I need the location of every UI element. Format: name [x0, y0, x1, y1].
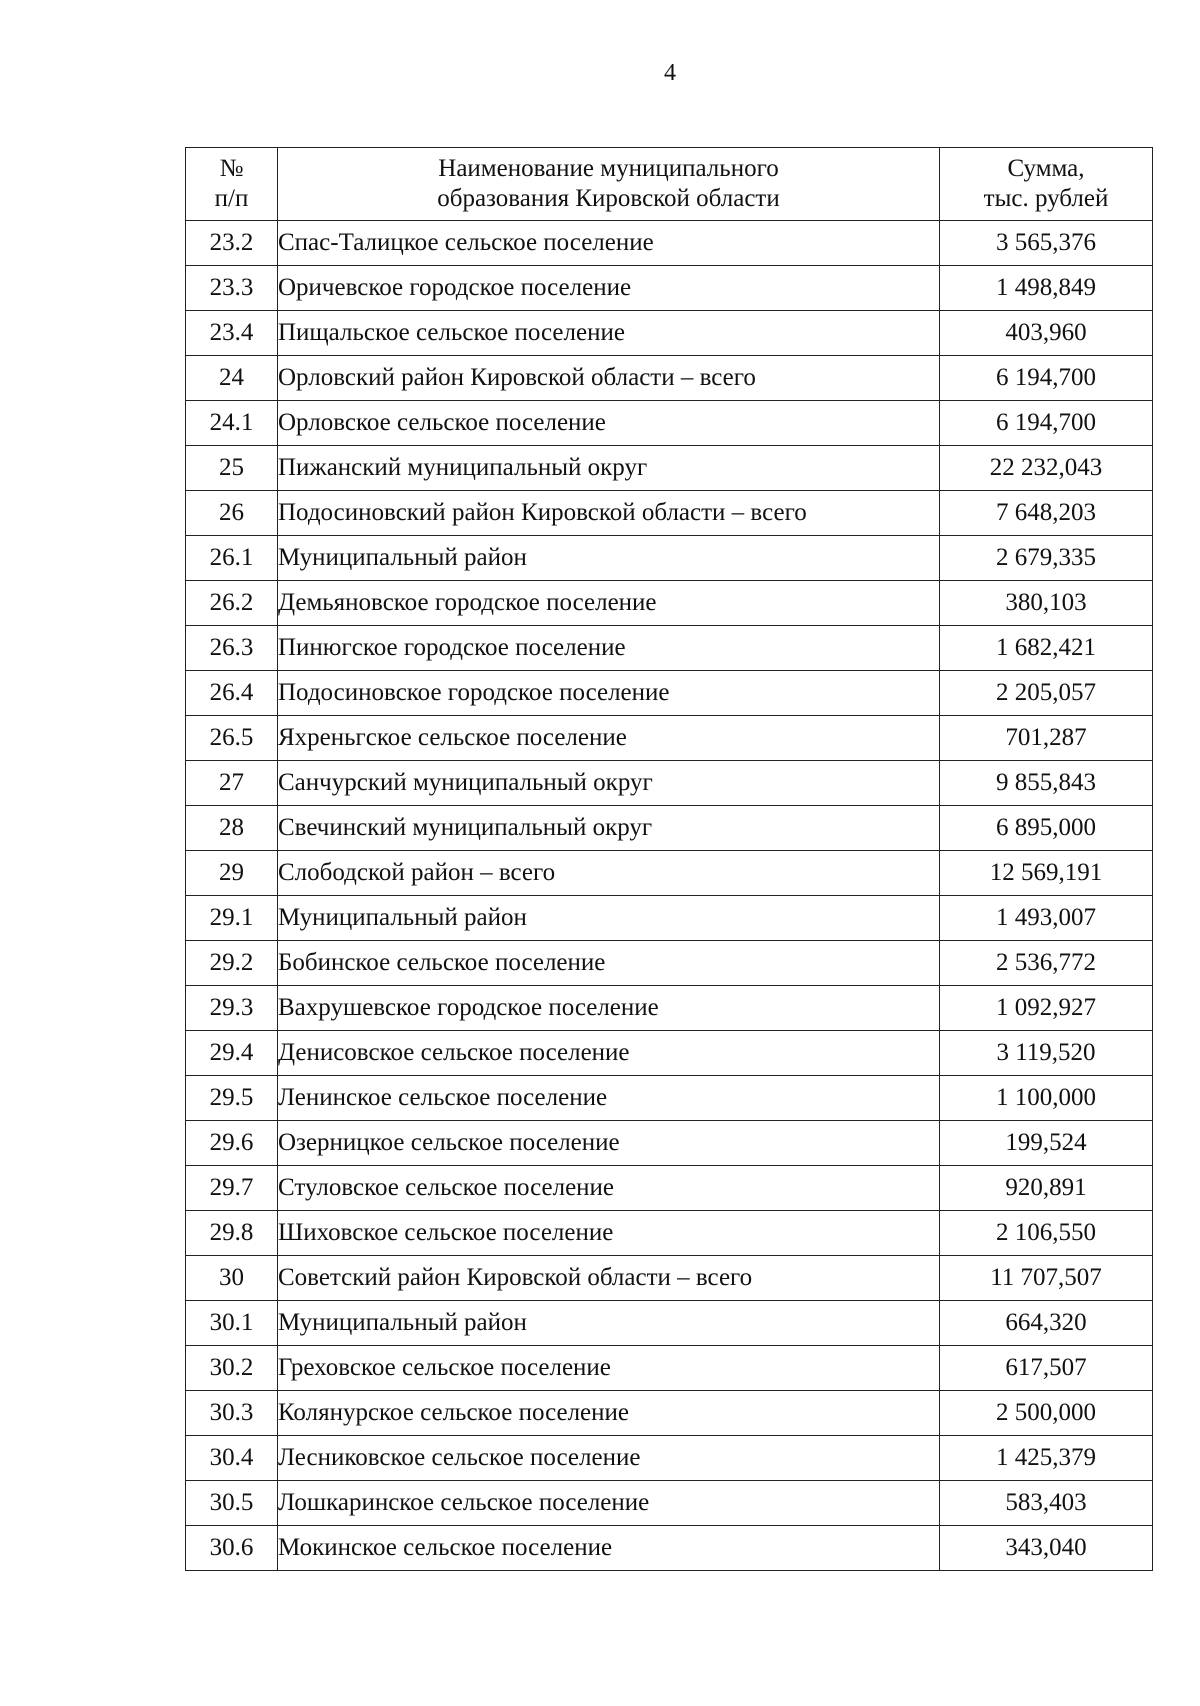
header-num-line-1: № [219, 155, 244, 182]
amount: 1 425,379 [940, 1436, 1153, 1481]
table-row [186, 716, 1153, 761]
table-row [186, 806, 1153, 851]
amount: 2 500,000 [940, 1391, 1153, 1436]
amount: 2 679,335 [940, 536, 1153, 581]
municipality-name: Подосиновское городское поселение [278, 671, 940, 716]
municipality-name: Лошкаринское сельское поселение [278, 1481, 940, 1526]
amount: 583,403 [940, 1481, 1153, 1526]
row-number: 26.4 [186, 671, 278, 716]
row-number: 30 [186, 1256, 278, 1301]
amount: 664,320 [940, 1301, 1153, 1346]
row-number: 24.1 [186, 401, 278, 446]
header-name [278, 148, 940, 221]
row-number: 27 [186, 761, 278, 806]
table-row [186, 671, 1153, 716]
municipality-name: Муниципальный район [278, 896, 940, 941]
municipality-name: Орловское сельское поселение [278, 401, 940, 446]
municipality-name: Пижанский муниципальный округ [278, 446, 940, 491]
row-number: 30.2 [186, 1346, 278, 1391]
row-number: 28 [186, 806, 278, 851]
row-number: 23.3 [186, 266, 278, 311]
row-number: 23.2 [186, 221, 278, 266]
row-number: 23.4 [186, 311, 278, 356]
row-number: 26.5 [186, 716, 278, 761]
table-row [186, 266, 1153, 311]
table-row [186, 1121, 1153, 1166]
row-number: 30.3 [186, 1391, 278, 1436]
table-row [186, 356, 1153, 401]
municipality-name: Муниципальный район [278, 536, 940, 581]
table-row [186, 221, 1153, 266]
row-number: 26 [186, 491, 278, 536]
header-sum-line-2: тыс. рублей [983, 185, 1109, 212]
row-number: 30.4 [186, 1436, 278, 1481]
table-row [186, 1166, 1153, 1211]
header-sum-line-1: Сумма, [1007, 155, 1085, 182]
table-row [186, 626, 1153, 671]
municipality-name: Пинюгское городское поселение [278, 626, 940, 671]
amount: 9 855,843 [940, 761, 1153, 806]
amount: 403,960 [940, 311, 1153, 356]
row-number: 29.5 [186, 1076, 278, 1121]
table-row [186, 401, 1153, 446]
row-number: 29.3 [186, 986, 278, 1031]
row-number: 29.6 [186, 1121, 278, 1166]
table-row [186, 1526, 1153, 1571]
municipality-name: Вахрушевское городское поселение [278, 986, 940, 1031]
row-number: 30.6 [186, 1526, 278, 1571]
table-row [186, 1076, 1153, 1121]
amount: 6 194,700 [940, 356, 1153, 401]
municipality-name: Слободской район – всего [278, 851, 940, 896]
municipality-name: Яхреньгское сельское поселение [278, 716, 940, 761]
municipality-name: Лесниковское сельское поселение [278, 1436, 940, 1481]
table-row [186, 941, 1153, 986]
row-number: 29.7 [186, 1166, 278, 1211]
municipality-name: Денисовское сельское поселение [278, 1031, 940, 1076]
header-sum [940, 148, 1153, 221]
table-row [186, 896, 1153, 941]
amount: 22 232,043 [940, 446, 1153, 491]
amount: 12 569,191 [940, 851, 1153, 896]
amount: 6 895,000 [940, 806, 1153, 851]
row-number: 25 [186, 446, 278, 491]
amount: 2 536,772 [940, 941, 1153, 986]
municipality-name: Греховское сельское поселение [278, 1346, 940, 1391]
municipality-name: Подосиновский район Кировской области – всего [278, 491, 940, 536]
municipality-name: Шиховское сельское поселение [278, 1211, 940, 1256]
header-num [186, 148, 278, 221]
row-number: 26.2 [186, 581, 278, 626]
header-name-line-1: Наименование муниципального [438, 155, 779, 182]
municipality-name: Советский район Кировской области – всего [278, 1256, 940, 1301]
row-number: 24 [186, 356, 278, 401]
table-row [186, 1346, 1153, 1391]
amount: 199,524 [940, 1121, 1153, 1166]
municipality-name: Озерницкое сельское поселение [278, 1121, 940, 1166]
table-row [186, 311, 1153, 356]
amount: 11 707,507 [940, 1256, 1153, 1301]
row-number: 30.5 [186, 1481, 278, 1526]
amount: 701,287 [940, 716, 1153, 761]
municipality-name: Муниципальный район [278, 1301, 940, 1346]
table-row [186, 1481, 1153, 1526]
municipality-name: Оричевское городское поселение [278, 266, 940, 311]
amount: 1 682,421 [940, 626, 1153, 671]
amount: 1 092,927 [940, 986, 1153, 1031]
amount: 2 205,057 [940, 671, 1153, 716]
municipality-name: Колянурское сельское поселение [278, 1391, 940, 1436]
table-row [186, 986, 1153, 1031]
municipality-name: Демьяновское городское поселение [278, 581, 940, 626]
row-number: 29.2 [186, 941, 278, 986]
amount: 3 565,376 [940, 221, 1153, 266]
table-row [186, 446, 1153, 491]
table-row [186, 1031, 1153, 1076]
page-number: 4 [664, 60, 676, 86]
table-row [186, 1211, 1153, 1256]
municipality-name: Бобинское сельское поселение [278, 941, 940, 986]
municipality-name: Санчурский муниципальный округ [278, 761, 940, 806]
table-row [186, 1436, 1153, 1481]
amount: 7 648,203 [940, 491, 1153, 536]
header-num-line-2: п/п [214, 185, 249, 212]
amount: 2 106,550 [940, 1211, 1153, 1256]
row-number: 29.1 [186, 896, 278, 941]
table-row [186, 536, 1153, 581]
table-row [186, 851, 1153, 896]
amount: 617,507 [940, 1346, 1153, 1391]
row-number: 29.4 [186, 1031, 278, 1076]
amount: 3 119,520 [940, 1031, 1153, 1076]
table-row [186, 1256, 1153, 1301]
municipality-name: Свечинский муниципальный округ [278, 806, 940, 851]
table-body [186, 221, 1153, 1571]
municipality-name: Мокинское сельское поселение [278, 1526, 940, 1571]
budget-table [185, 147, 1153, 1571]
municipality-name: Спас-Талицкое сельское поселение [278, 221, 940, 266]
table-row [186, 1301, 1153, 1346]
amount: 1 498,849 [940, 266, 1153, 311]
amount: 343,040 [940, 1526, 1153, 1571]
row-number: 26.3 [186, 626, 278, 671]
table-row [186, 581, 1153, 626]
municipality-name: Пищальское сельское поселение [278, 311, 940, 356]
row-number: 29.8 [186, 1211, 278, 1256]
table-row [186, 1391, 1153, 1436]
table-row [186, 761, 1153, 806]
row-number: 26.1 [186, 536, 278, 581]
table-row [186, 491, 1153, 536]
table-header-row [186, 148, 1153, 221]
amount: 1 493,007 [940, 896, 1153, 941]
municipality-name: Ленинское сельское поселение [278, 1076, 940, 1121]
amount: 1 100,000 [940, 1076, 1153, 1121]
amount: 920,891 [940, 1166, 1153, 1211]
row-number: 30.1 [186, 1301, 278, 1346]
header-name-line-2: образования Кировской области [437, 185, 780, 212]
municipality-name: Стуловское сельское поселение [278, 1166, 940, 1211]
municipality-name: Орловский район Кировской области – всего [278, 356, 940, 401]
row-number: 29 [186, 851, 278, 896]
amount: 380,103 [940, 581, 1153, 626]
amount: 6 194,700 [940, 401, 1153, 446]
